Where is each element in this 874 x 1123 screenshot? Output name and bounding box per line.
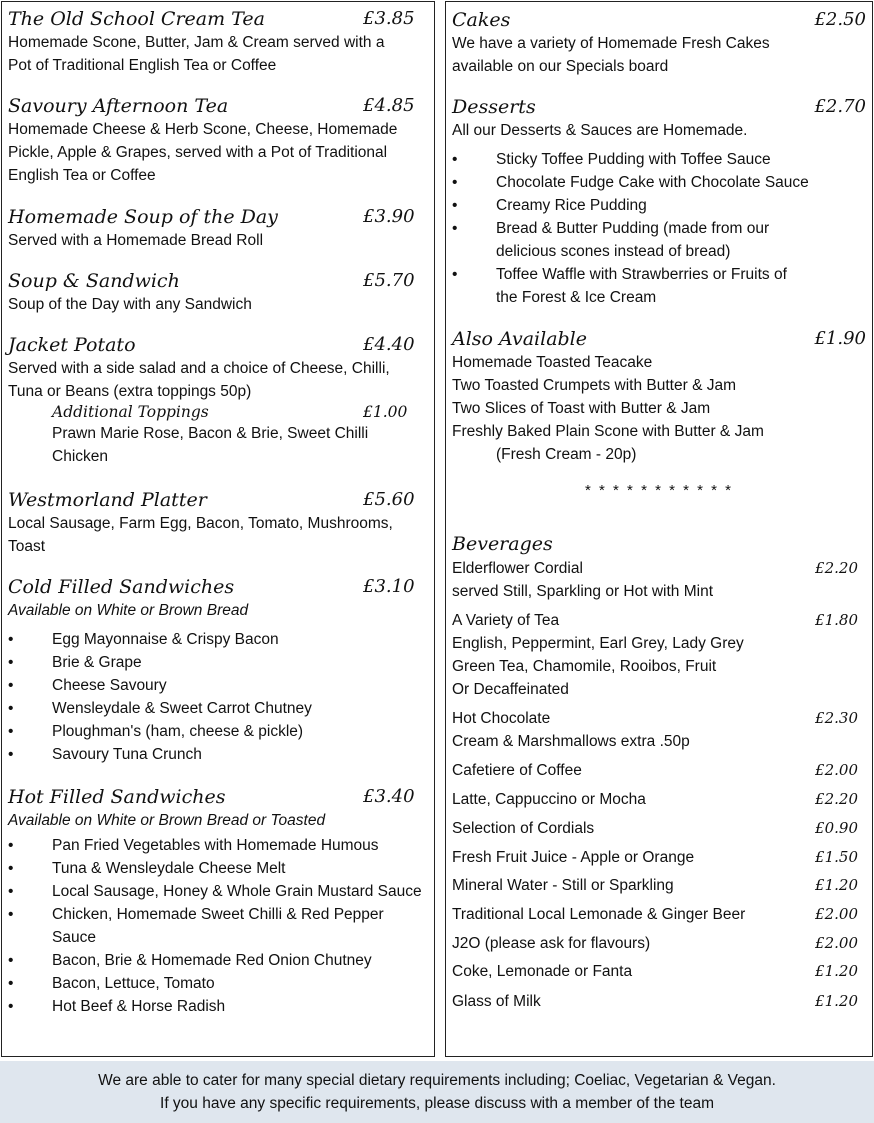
item-title: The Old School Cream Tea <box>8 8 265 30</box>
beverage-row <box>452 960 858 983</box>
beverage-row <box>452 557 858 603</box>
beverage-sub: served Still, Sparkling or Hot with Mint <box>452 583 714 600</box>
beverage-name: Hot Chocolate <box>452 710 551 727</box>
beverage-name: Cafetiere of Coffee <box>452 762 582 779</box>
footer-line: We are able to cater for many special dietary requirements including; Coeliac, Vegetarian & Vegan. <box>98 1072 776 1089</box>
item-desc: Toast <box>8 538 46 555</box>
item-title: Savoury Afternoon Tea <box>8 95 229 117</box>
beverages-heading <box>452 533 866 556</box>
beverage-price: £1.50 <box>815 848 858 866</box>
item-title: Westmorland Platter <box>8 489 207 511</box>
list-item: • Local Sausage, Honey & Whole Grain Mustard Sauce <box>8 880 428 903</box>
list-item: • Tuna & Wensleydale Cheese Melt <box>8 857 428 880</box>
beverage-sub: Green Tea, Chamomile, Rooibos, Fruit <box>452 658 717 675</box>
beverage-row <box>452 846 858 869</box>
item-desc: All our Desserts & Sauces are Homemade. <box>452 122 748 139</box>
list-item: • Hot Beef & Horse Radish <box>8 995 428 1018</box>
beverage-name: Selection of Cordials <box>452 820 595 837</box>
additional-toppings <box>8 403 428 422</box>
item-desc: Pickle, Apple & Grapes, served with a Pot of Traditional <box>8 144 388 161</box>
section-title: Beverages <box>452 533 553 555</box>
list-item: • Cheese Savoury <box>8 674 428 697</box>
soup-item <box>8 206 428 252</box>
beverage-sub: English, Peppermint, Earl Grey, Lady Grey <box>452 635 744 652</box>
desserts-item <box>452 96 866 309</box>
beverage-row <box>452 874 858 897</box>
beverage-name: Fresh Fruit Juice - Apple or Orange <box>452 849 695 866</box>
item-desc: (Fresh Cream - 20p) <box>496 446 637 463</box>
item-price: £3.40 <box>363 786 415 807</box>
beverage-row <box>452 759 858 782</box>
item-desc: Homemade Toasted Teacake <box>452 354 653 371</box>
list-item: • Brie & Grape <box>8 651 428 674</box>
item-note: Available on White or Brown Bread <box>8 602 249 619</box>
item-price: £2.50 <box>814 9 866 30</box>
beverage-name: J2O (please ask for flavours) <box>452 935 651 952</box>
desserts-list <box>452 148 866 309</box>
beverage-price: £1.20 <box>815 992 858 1010</box>
item-price: £5.70 <box>363 270 415 291</box>
dietary-footer <box>0 1061 874 1123</box>
list-item: • Bacon, Brie & Homemade Red Onion Chutney <box>8 949 428 972</box>
item-desc: Chicken <box>52 448 108 465</box>
item-price: £3.10 <box>363 576 415 597</box>
beverage-name: Traditional Local Lemonade & Ginger Beer <box>452 906 746 923</box>
item-desc: Prawn Marie Rose, Bacon & Brie, Sweet Chilli <box>52 425 369 442</box>
platter-item <box>8 489 428 558</box>
list-item: • Bread & Butter Pudding (made from our delicious scones instead of bread) <box>452 217 796 263</box>
item-title: Desserts <box>452 96 536 118</box>
item-price: £4.40 <box>363 334 415 355</box>
item-desc: Served with a Homemade Bread Roll <box>8 232 264 249</box>
beverage-sub: Cream & Marshmallows extra .50p <box>452 733 690 750</box>
item-desc: Local Sausage, Farm Egg, Bacon, Tomato, Mushrooms, <box>8 515 393 532</box>
additional-toppings-title: Additional Toppings <box>52 403 209 421</box>
list-item: • Wensleydale & Sweet Carrot Chutney <box>8 697 428 720</box>
beverage-price: £2.30 <box>815 709 858 727</box>
beverage-row <box>452 788 858 811</box>
beverage-name: A Variety of Tea <box>452 612 560 629</box>
beverage-price: £2.20 <box>815 559 858 577</box>
beverage-name: Coke, Lemonade or Fanta <box>452 963 633 980</box>
cream-tea-item <box>8 8 428 77</box>
beverage-row <box>452 609 858 701</box>
item-price: £3.90 <box>363 206 415 227</box>
hot-sandwich-list <box>8 834 428 1018</box>
list-item: • Pan Fried Vegetables with Homemade Humous <box>8 834 428 857</box>
beverage-price: £1.80 <box>815 611 858 629</box>
item-desc: Homemade Scone, Butter, Jam & Cream served with a <box>8 34 385 51</box>
beverage-price: £0.90 <box>815 819 858 837</box>
item-desc: English Tea or Coffee <box>8 167 156 184</box>
item-desc: Two Slices of Toast with Butter & Jam <box>452 400 711 417</box>
beverage-price: £1.20 <box>815 876 858 894</box>
item-desc: Soup of the Day with any Sandwich <box>8 296 252 313</box>
item-desc: Tuna or Beans (extra toppings 50p) <box>8 383 252 400</box>
item-desc: Served with a side salad and a choice of Cheese, Chilli, <box>8 360 390 377</box>
list-item: • Toffee Waffle with Strawberries or Fruits of the Forest & Ice Cream <box>452 263 796 309</box>
left-menu-panel <box>1 1 435 1057</box>
right-menu-panel <box>445 1 873 1057</box>
item-desc: We have a variety of Homemade Fresh Cakes <box>452 35 770 52</box>
hot-sandwiches-item <box>8 786 428 1018</box>
beverage-row <box>452 932 858 955</box>
item-price: £5.60 <box>363 489 415 510</box>
savoury-tea-item <box>8 95 428 187</box>
item-desc: Homemade Cheese & Herb Scone, Cheese, Homemade <box>8 121 398 138</box>
beverage-row <box>452 903 858 926</box>
beverage-name: Latte, Cappuccino or Mocha <box>452 791 646 808</box>
beverage-row <box>452 990 858 1013</box>
cakes-item <box>452 9 866 78</box>
soup-sandwich-item <box>8 270 428 316</box>
beverage-price: £2.00 <box>815 761 858 779</box>
list-item: • Chicken, Homemade Sweet Chilli & Red Pepper Sauce <box>8 903 428 949</box>
list-item: • Sticky Toffee Pudding with Toffee Sauce <box>452 148 866 171</box>
beverage-price: £2.00 <box>815 934 858 952</box>
jacket-potato-item <box>8 334 428 468</box>
item-price: £4.85 <box>363 95 415 116</box>
item-desc: Two Toasted Crumpets with Butter & Jam <box>452 377 736 394</box>
beverage-row <box>452 707 858 753</box>
beverage-price: £1.20 <box>815 962 858 980</box>
item-title: Hot Filled Sandwiches <box>8 786 226 808</box>
beverage-row <box>452 817 858 840</box>
list-item: • Creamy Rice Pudding <box>452 194 866 217</box>
footer-line: If you have any specific requirements, please discuss with a member of the team <box>160 1095 714 1112</box>
list-item: • Egg Mayonnaise & Crispy Bacon <box>8 628 428 651</box>
item-desc: Pot of Traditional English Tea or Coffee <box>8 57 277 74</box>
item-title: Cakes <box>452 9 511 31</box>
list-item: • Bacon, Lettuce, Tomato <box>8 972 428 995</box>
item-title: Homemade Soup of the Day <box>8 206 278 228</box>
list-item: • Savoury Tuna Crunch <box>8 743 428 766</box>
item-price: £2.70 <box>814 96 866 117</box>
list-item: • Ploughman's (ham, cheese & pickle) <box>8 720 428 743</box>
item-desc: available on our Specials board <box>452 58 669 75</box>
beverage-name: Elderflower Cordial <box>452 560 583 577</box>
also-available-item <box>452 328 866 466</box>
cold-sandwiches-item <box>8 576 428 766</box>
additional-toppings-price: £1.00 <box>363 403 408 421</box>
item-note: Available on White or Brown Bread or Toasted <box>8 812 326 829</box>
item-desc: Freshly Baked Plain Scone with Butter & Jam <box>452 423 764 440</box>
beverage-price: £2.00 <box>815 905 858 923</box>
beverage-sub: Or Decaffeinated <box>452 681 569 698</box>
beverage-name: Glass of Milk <box>452 993 541 1010</box>
list-item: • Chocolate Fudge Cake with Chocolate Sauce <box>452 171 866 194</box>
beverage-price: £2.20 <box>815 790 858 808</box>
item-title: Also Available <box>452 328 588 350</box>
item-price: £3.85 <box>363 8 415 29</box>
beverage-name: Mineral Water - Still or Sparkling <box>452 877 674 894</box>
item-title: Soup & Sandwich <box>8 270 180 292</box>
divider-stars: * * * * * * * * * * * <box>585 482 733 499</box>
item-title: Jacket Potato <box>8 334 136 356</box>
item-title: Cold Filled Sandwiches <box>8 576 235 598</box>
cold-sandwich-list <box>8 628 428 766</box>
item-price: £1.90 <box>814 328 866 349</box>
